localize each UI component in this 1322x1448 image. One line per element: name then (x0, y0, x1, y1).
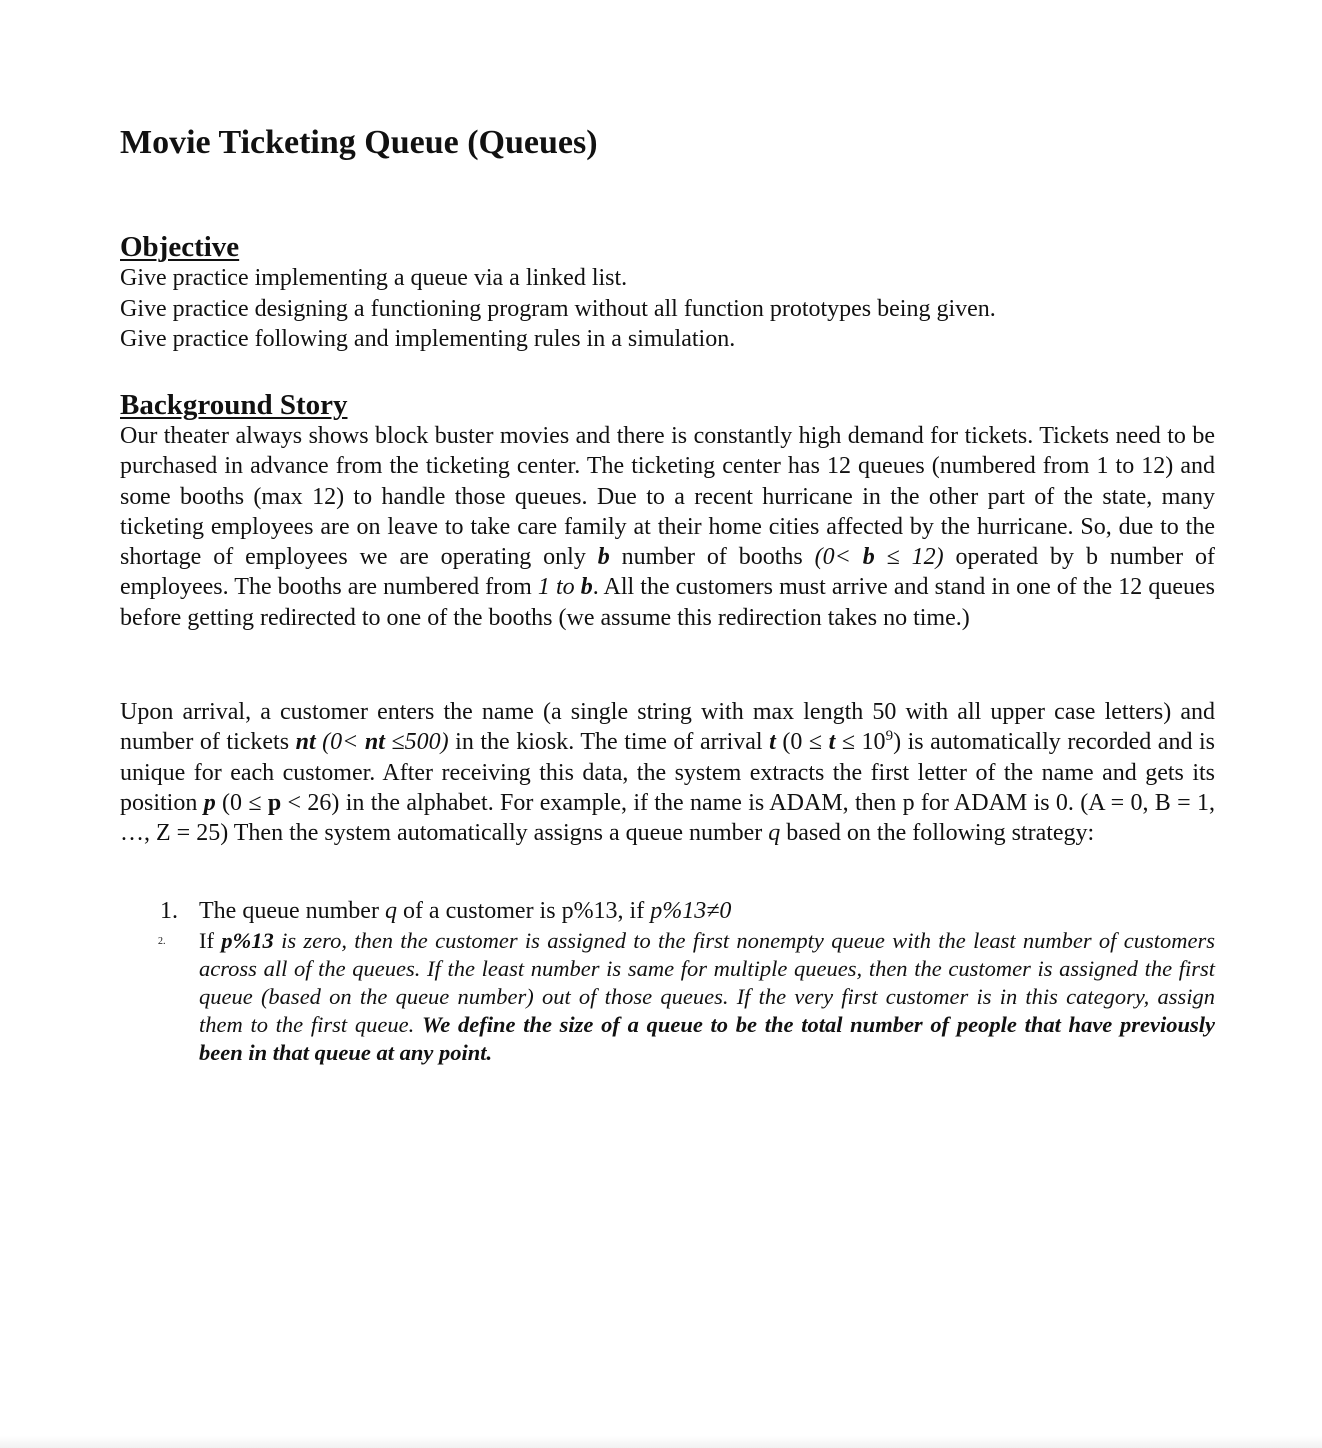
rule-text: If p%13 is zero, then the customer is assigned to the first nonempty queue with the least number of customers across all of the queues. If the least number is same for multiple queues, then the customer is assigned the first queue (based on the queue number) out of those queues. If the very first customer is in this category, assign them to the first queue. We define the size of a queue to be the total number of people that have previously been in that queue at any point. (199, 928, 1215, 1065)
rule-number: 2. (158, 936, 166, 947)
objective-line: Give practice following and implementing rules in a simulation. (120, 326, 736, 352)
objective-line: Give practice implementing a queue via a linked list. (120, 265, 628, 291)
objective-section (120, 231, 1215, 355)
arrival-paragraph: Upon arrival, a customer enters the name (a single string with max length 50 with all upper case letters) and number of tickets nt (0< nt ≤500) in the kiosk. The time of arrival t $(0 \le t \le 10^9)$ is automatically recorded and is unique for each customer. After receiving this data, the system extracts the first letter of the name and gets its position p (0 ≤ p < 26) in the alphabet. For example, if the name is ADAM, then p for ADAM is 0. (A = 0, B = 1, …, Z = 25) Then the system automatically assigns a queue number q based on the following strategy: (120, 699, 1216, 847)
objective-heading: Objective (120, 231, 240, 263)
rule-item (120, 927, 1215, 1067)
rule-item (120, 896, 1215, 926)
queue-rules-list (120, 896, 1215, 1067)
objective-line: Give practice designing a functioning program without all function prototypes being given. (120, 295, 996, 322)
background-story-heading: Background Story (120, 389, 348, 421)
background-story-paragraph: Our theater always shows block buster movies and there is constantly high demand for tickets. Tickets need to be purchased in advance from the ticketing center. The ticketing center has 12 queues (numbered from 1 to 12) and some booths (max 12) to handle those queues. Due to a recent hurricane in the other part of the state, many ticketing employees are on leave to take care family at their home cities affected by the hurricane. So, due to the shortage of employees we are operating only b number of booths (0< b ≤ 12) operated by b number of employees. The booths are numbered from 1 to b. All the customers must arrive and stand in one of the 12 queues before getting redirected to one of the booths (we assume this redirection takes no time.) (120, 423, 1216, 631)
page-bottom-edge (0, 1436, 1322, 1448)
arrival-section (120, 697, 1215, 848)
rule-number: 1. (160, 898, 178, 924)
rule-text: The queue number q of a customer is p%13, if p%13≠0 (199, 898, 732, 924)
page-title: Movie Ticketing Queue (Queues) (120, 124, 598, 161)
background-story-section (120, 389, 1215, 633)
